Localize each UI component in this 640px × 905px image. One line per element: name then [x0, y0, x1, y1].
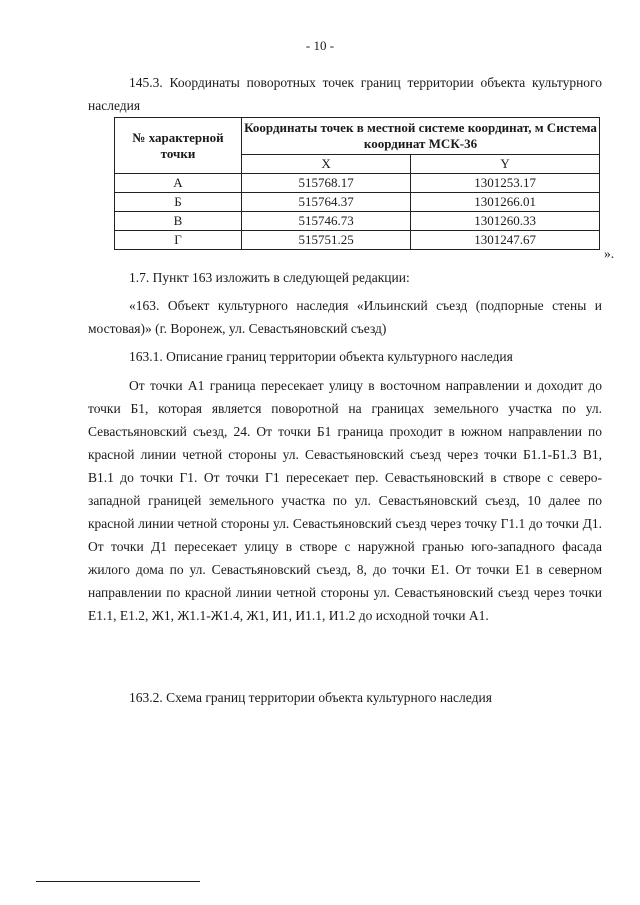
point-cell: В	[115, 212, 242, 231]
x-cell: 515768.17	[242, 174, 411, 193]
col-coords-header: Координаты точек в местной системе координат, м Система координат МСК-36	[242, 118, 600, 155]
boundary-description: От точки А1 граница пересекает улицу в восточном направлении и доходит до точки Б1, которая является поворотной на границах земельного участка по ул. Севастьяновский съезд, 24. От точки Б1 граница проходит в южном направлении по красной линии четной стороны ул. Севастьяновский съезд через точки Б1.1-Б1.3 В1, В1.1 до точки Г1. От точки Г1 пересекает пер. Севастьяновский в створе с северо-западной границей земельного участка по ул. Севастьяновский съезд, 10 далее по красной линии четной стороны ул. Севастьяновский съезд через точку Г1.1 до точки Д1. От точки Д1 пересекает улицу в створе с наружной гранью юго-западного фасада жилого дома по ул. Севастьяновский съезд, 8, до точки Е1. От точки Е1 в северном направлении по красной линии четной стороны ул. Севастьяновский съезд через точки Е1.1, Е1.2, Ж1, Ж1.1-Ж1.4, Ж1, И1, И1.1, И1.2 до исходной точки А1.	[88, 378, 602, 623]
page-number: - 10 -	[305, 38, 335, 53]
point-cell: А	[115, 174, 242, 193]
item-163: «163. Объект культурного наследия «Ильинский съезд (подпорные стены и мостовая)» (г. Воронеж, ул. Севастьяновский съезд)	[88, 298, 602, 336]
section-145-3-heading: 145.3. Координаты поворотных точек границ территории объекта культурного наследия	[88, 75, 602, 113]
point-cell: Б	[115, 193, 242, 212]
x-cell: 515751.25	[242, 231, 411, 250]
col-point-header: № характерной точки	[115, 118, 242, 174]
x-header: X	[242, 155, 411, 174]
table-row	[115, 212, 600, 231]
y-cell: 1301266.01	[411, 193, 600, 212]
y-cell: 1301253.17	[411, 174, 600, 193]
quote-close: ».	[604, 246, 615, 261]
item-163-1: 163.1. Описание границ территории объекта культурного наследия	[129, 349, 513, 364]
footnote-divider	[36, 881, 200, 882]
table-row	[115, 231, 600, 250]
item-1-7: 1.7. Пункт 163 изложить в следующей редакции:	[129, 270, 410, 285]
y-cell: 1301247.67	[411, 231, 600, 250]
x-cell: 515764.37	[242, 193, 411, 212]
table-row	[115, 174, 600, 193]
x-cell: 515746.73	[242, 212, 411, 231]
item-163-2: 163.2. Схема границ территории объекта культурного наследия	[129, 690, 492, 705]
y-cell: 1301260.33	[411, 212, 600, 231]
point-cell: Г	[115, 231, 242, 250]
coordinates-table	[114, 117, 600, 250]
y-header: Y	[411, 155, 600, 174]
table-row	[115, 193, 600, 212]
